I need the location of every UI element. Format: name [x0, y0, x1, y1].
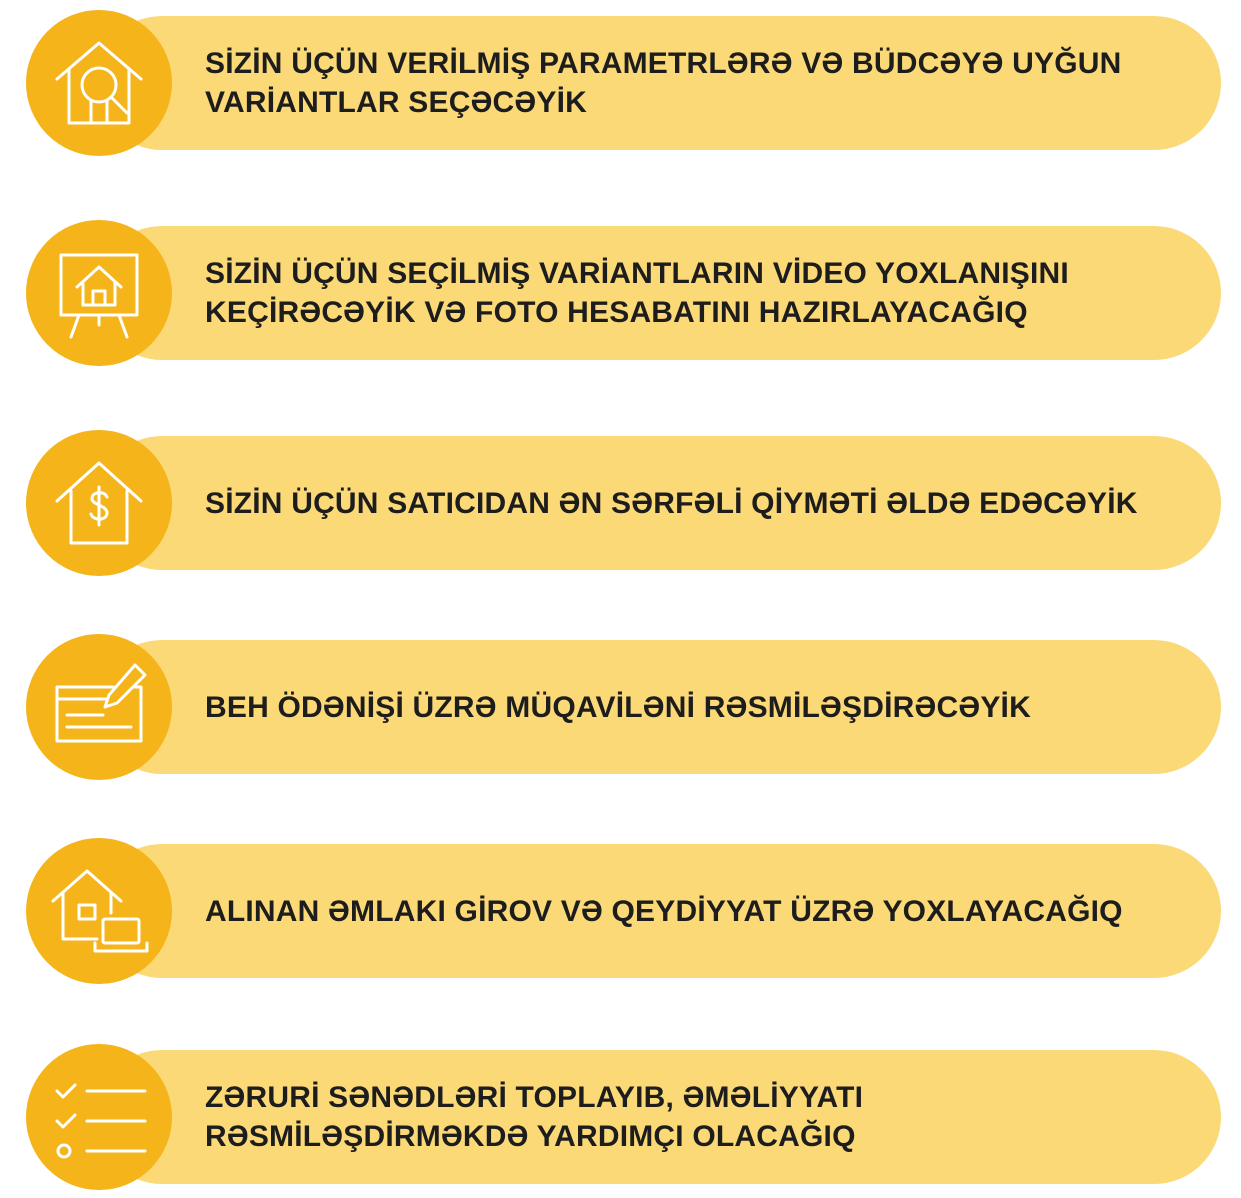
- step-icon-circle: [26, 220, 172, 366]
- step-label: SİZİN ÜÇÜN VERİLMİŞ PARAMETRLƏRƏ VƏ BÜDCƏYƏ UYĞUN VARİANTLAR SEÇƏCƏYİK: [205, 47, 1122, 119]
- house-price-icon: [47, 451, 151, 555]
- house-laptop-icon: [47, 859, 151, 963]
- step-text: [205, 1050, 1195, 1184]
- step-item-5: [0, 836, 1241, 986]
- step-item-3: [0, 428, 1241, 578]
- step-item-2: [0, 218, 1241, 368]
- step-label: SİZİN ÜÇÜN SATICIDAN ƏN SƏRFƏLİ QİYMƏTİ ƏLDƏ EDƏCƏYİK: [205, 486, 1138, 520]
- step-text: [205, 844, 1195, 978]
- checklist-icon: [47, 1065, 151, 1169]
- step-text: [205, 16, 1195, 150]
- step-icon-circle: [26, 430, 172, 576]
- step-text: [205, 436, 1195, 570]
- step-label: ZƏRURİ SƏNƏDLƏRİ TOPLAYIB, ƏMƏLİYYATI RƏSMİLƏŞDİRMƏKDƏ YARDIMÇI OLACAĞIQ: [205, 1081, 864, 1153]
- step-icon-circle: [26, 10, 172, 156]
- step-label: ALINAN ƏMLAKI GİROV VƏ QEYDİYYAT ÜZRƏ YOXLAYACAĞIQ: [205, 894, 1123, 928]
- step-icon-circle: [26, 838, 172, 984]
- step-label: BEH ÖDƏNİŞİ ÜZRƏ MÜQAVİLƏNİ RƏSMİLƏŞDİRƏCƏYİK: [205, 690, 1031, 724]
- contract-sign-icon: [47, 655, 151, 759]
- step-icon-circle: [26, 1044, 172, 1190]
- step-item-1: [0, 8, 1241, 158]
- step-label: SİZİN ÜÇÜN SEÇİLMİŞ VARİANTLARIN VİDEO YOXLANIŞINI KEÇİRƏCƏYİK VƏ FOTO HESABATINI HAZIRLAYACAĞIQ: [205, 257, 1069, 329]
- step-item-4: [0, 632, 1241, 782]
- step-text: [205, 226, 1195, 360]
- step-text: [205, 640, 1195, 774]
- step-icon-circle: [26, 634, 172, 780]
- house-search-icon: [47, 31, 151, 135]
- house-presentation-icon: [47, 241, 151, 345]
- step-item-6: [0, 1042, 1241, 1192]
